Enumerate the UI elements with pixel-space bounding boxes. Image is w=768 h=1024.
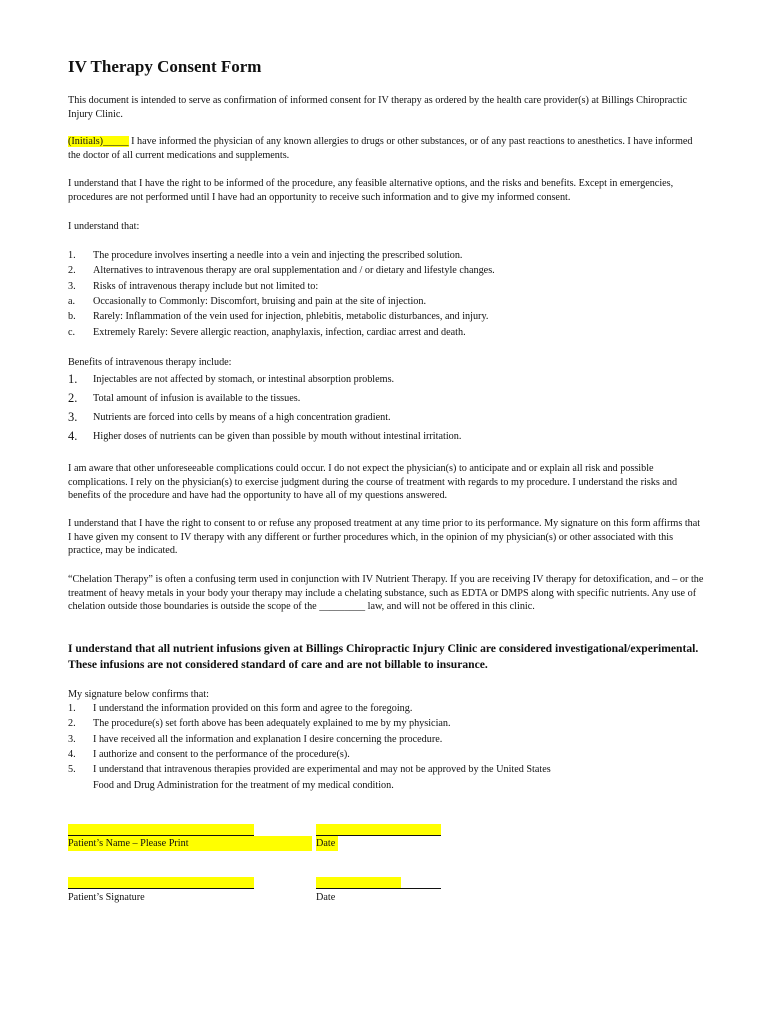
- investigational-statement: I understand that all nutrient infusions given at Billings Chiropractic Injury Clinic are considered investigational/experimental. These infusions are not considered standard of care and are not billable to insurance.: [68, 642, 699, 671]
- signature-heading: My signature below confirms that:: [68, 689, 209, 700]
- chelation-paragraph: “Chelation Therapy” is often a confusing term used in conjunction with IV Nutrient Therapy. If you are receiving IV therapy for detoxification, and – or the treatment of heavy metals in your body your therapy may include a chelating substance, such as EDTA or DMPS along with specific nutrients. Any use of chelation outside those boundaries is outside the scope of the _________ law, and will not be offered in this clinic.: [68, 574, 704, 613]
- benefits-heading: Benefits of intravenous therapy include:: [68, 357, 232, 368]
- patient-signature-label: Patient’s Signature: [68, 892, 145, 903]
- initials-blank: _____: [103, 136, 129, 147]
- initials-label: (Initials): [68, 136, 104, 147]
- understand-heading: I understand that:: [68, 221, 140, 232]
- page-title: IV Therapy Consent Form: [68, 57, 262, 76]
- consent-form-page: IV Therapy Consent Form This document is intended to serve as confirmation of informed consent for IV therapy as ordered by the health care provider(s) at Billings Chiropractic Injury Clinic. (Initials)_____ I have informed the physician of any known allergies to drugs or other substances, or of any past reactions to anesthetics. I have informed the doctor of all current medications and supplements. I understand that I have the right to be informed of the procedure, any feasible alternative options, and the risks and benefits. Except in emergencies, procedures are not performed until I have had an opportunity to receive such information and to give my informed consent. I understand that: 1. The procedure involves inserting a needle into a vein and injecting the prescribed solution. 2. Alternatives to intravenous therapy are oral supplementation and / or dietary and lifestyle changes. 3. Risks of intravenous therapy include but not limited to: a. Occasionally to Commonly: Discomfort, bruising and pain at the site of injection. b. Rarely: Inflammation of the vein used for injection, phlebitis, metabolic disturbances, and injury. c. Extremely Rarely: Severe allergic reaction, anaphylaxis, infection, cardiac arrest and death. Benefits of intravenous therapy include: 1. Injectables are not affected by stomach, or intestinal absorption problems. 2. Total amount of infusion is available to the tissues. 3. Nutrients are forced into cells by means of a high concentration gradient. 4. Higher doses of nutrients can be given than possible by mouth without intestinal irritation. I am aware that other unforeseeable complications could occur. I do not expect the physician(s) to anticipate and or explain all risk and possible complications. I rely on the physician(s) to exercise judgment during the course of treatment with regards to my procedure. I understand the risks and benefits of the procedure and have had the opportunity to have all of my questions answered. I understand that I have the right to consent to or refuse any proposed treatment at any time prior to its performance. My signature on this form affirms that I have given my consent to IV therapy with any different or further procedures which, in the opinion of my physician(s) or other associated with this practice, may be indicated. “Chelation Therapy” is often a confusing term used in conjunction with IV Nutrient Therapy. If you are receiving IV therapy for detoxification, and – or the treatment of heavy metals in your body your therapy may include a chelating substance, such as EDTA or DMPS along with specific nutrients. Any use of chelation outside those boundaries is outside the scope of the _________ law, and will not be offered in this clinic. I understand that all nutrient infusions given at Billings Chiropractic Injury Clinic are considered investigational/experimental. These infusions are not considered standard of care and are not billable to insurance. My signature below confirms that: 1. I understand the information provided on this form and agree to the foregoing. 2. The procedure(s) set forth above has been adequately explained to me by my physician. 3. I have received all the information and explanation I desire concerning the procedure. 4. I authorize and consent to the performance of the procedure(s). 5. I understand that intravenous therapies provided are experimental and may not be approved by the United States Food and Drug Administration for the treatment of my medical condition. Patient’s Name – Please Print Date Patient’s Signature Date: [0, 0, 768, 1024]
- intro-paragraph: This document is intended to serve as confirmation of informed consent for IV therapy as ordered by the health care provider(s) at Billings Chiropractic Injury Clinic.: [68, 95, 688, 120]
- initials-paragraph: [68, 135, 704, 162]
- consent-paragraph: I understand that I have the right to consent to or refuse any proposed treatment at any time prior to its performance. My signature on this form affirms that I have given my consent to IV therapy with any different or further procedures which, in the opinion of my physician(s) or other associated with this practice, may be indicated.: [68, 518, 701, 557]
- date2-line[interactable]: [316, 888, 441, 889]
- patient-signature-line[interactable]: [68, 888, 254, 889]
- date1-label: Date: [316, 838, 336, 849]
- complications-paragraph: I am aware that other unforeseeable complications could occur. I do not expect the physician(s) to anticipate and or explain all risk and possible complications. I rely on the physician(s) to exercise judgment during the course of treatment with regards to my procedure. I understand the risks and benefits of the procedure and have had the opportunity to have all of my questions answered.: [68, 463, 678, 502]
- patient-name-label: Patient’s Name – Please Print: [68, 838, 189, 849]
- initials-statement: I have informed the physician of any known allergies to drugs or other substances, or of any past reactions to anesthetics. I have informed the doctor of all current medications and supplements.: [68, 136, 693, 161]
- initials-field[interactable]: [68, 136, 129, 147]
- right-to-be-informed-paragraph: I understand that I have the right to be informed of the procedure, any feasible alternative options, and the risks and benefits. Except in emergencies, procedures are not performed until I have had an opportunity to receive such information and to give my informed consent.: [68, 178, 674, 203]
- date2-label: Date: [316, 892, 336, 903]
